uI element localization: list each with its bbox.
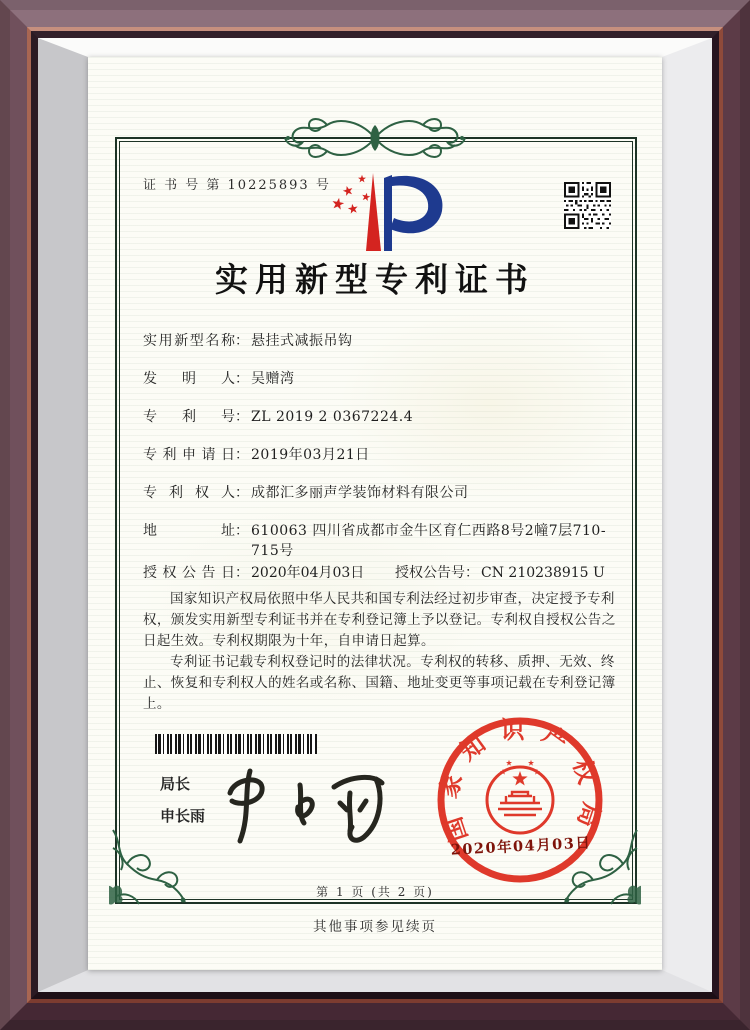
field-row-grant: 授权公告日 ： 2020年04月03日 授权公告号 ： CN 210238915 U bbox=[143, 565, 605, 581]
officer-title: 局长 bbox=[160, 775, 191, 793]
field-value: 2020年04月03日 bbox=[251, 565, 365, 581]
field-list bbox=[143, 331, 624, 601]
field-row-patentee: 专利权人 ： 成都汇多丽声学装饰材料有限公司 bbox=[143, 483, 624, 503]
certificate-number: 证 书 号 第 10225893 号 bbox=[143, 178, 331, 193]
field-row-patent-no: 专利号 ： ZL 2019 2 0367224.4 bbox=[143, 407, 624, 427]
field-row-name: 实用新型名称 ： 悬挂式减振吊钩 bbox=[143, 331, 624, 351]
field-value: CN 210238915 U bbox=[481, 565, 605, 581]
continuation-note: 其他事项参见续页 bbox=[313, 919, 437, 935]
certificate-paper bbox=[88, 57, 662, 970]
field-label: 授权公告日 bbox=[143, 565, 235, 581]
official-seal-icon bbox=[432, 712, 608, 888]
field-label: 实用新型名称 bbox=[143, 333, 235, 349]
field-value: 610063 四川省成都市金牛区育仁西路8号2幢7层710-715号 bbox=[251, 523, 607, 559]
field-row-filing-date: 专利申请日 ： 2019年03月21日 bbox=[143, 445, 624, 465]
legal-paragraph-1: 国家知识产权局依照中华人民共和国专利法经过初步审查，决定授予专利权，颁发实用新型专利证书并在专利登记簿上予以登记。专利权自授权公告之日起生效。专利权期限为十年，自申请日起算。 bbox=[143, 591, 616, 649]
cnipa-patent-logo-icon bbox=[326, 171, 476, 255]
field-value: 2019年03月21日 bbox=[251, 447, 370, 463]
legal-paragraph-2: 专利证书记载专利权登记时的法律状况。专利权的转移、质押、无效、终止、恢复和专利权人的姓名或名称、国籍、地址变更等事项记载在专利登记簿上。 bbox=[143, 654, 616, 712]
field-value: 悬挂式减振吊钩 bbox=[251, 333, 353, 349]
signature-icon bbox=[216, 757, 401, 857]
seal-emblem bbox=[487, 760, 553, 833]
field-label: 授权公告号 bbox=[395, 565, 465, 581]
seal-date: 2020年04月03日 bbox=[450, 834, 592, 859]
barcode bbox=[155, 734, 317, 754]
field-label: 专利号 bbox=[143, 409, 235, 425]
qr-code-icon bbox=[564, 182, 611, 229]
field-label: 专利权人 bbox=[143, 485, 235, 501]
page-indicator: 第 1 页 (共 2 页) bbox=[316, 885, 434, 899]
certificate-title: 实用新型专利证书 bbox=[215, 260, 535, 299]
legal-text bbox=[143, 589, 622, 715]
seal-ring-text: 国家知识产权局 bbox=[433, 715, 607, 846]
field-label: 地址 bbox=[143, 523, 235, 539]
mat-board bbox=[38, 38, 712, 992]
field-row-address: 地址 ： 610063 四川省成都市金牛区育仁西路8号2幢7层710-715号 bbox=[143, 521, 624, 561]
field-value: 吴赠湾 bbox=[251, 371, 295, 387]
field-value: ZL 2019 2 0367224.4 bbox=[251, 409, 414, 425]
officer-name: 申长雨 bbox=[160, 807, 206, 825]
field-row-inventor: 发明人 ： 吴赠湾 bbox=[143, 369, 624, 389]
field-label: 专利申请日 bbox=[143, 447, 235, 463]
field-value: 成都汇多丽声学装饰材料有限公司 bbox=[251, 485, 469, 501]
field-label: 发明人 bbox=[143, 371, 235, 387]
